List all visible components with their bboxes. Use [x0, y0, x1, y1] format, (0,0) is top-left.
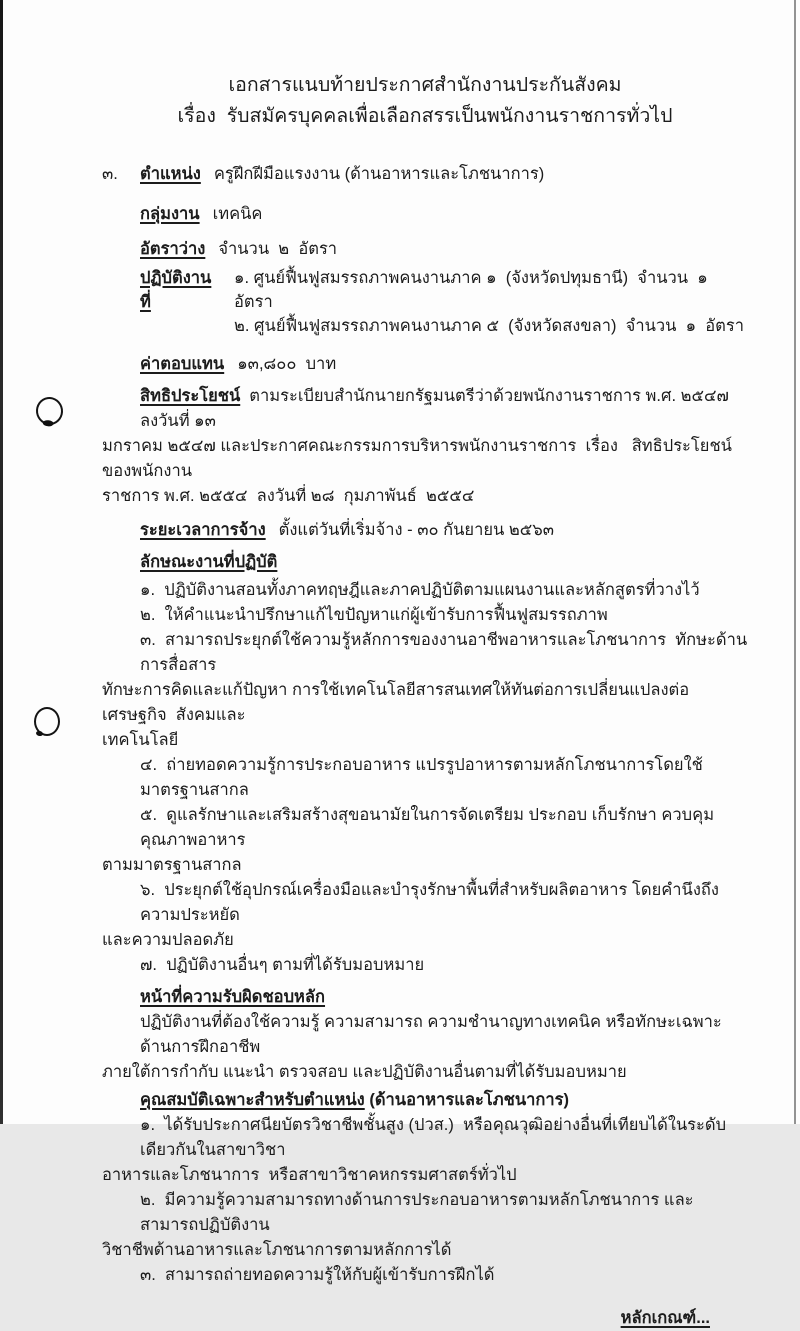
duty-line-wrap: เทคโนโลยี [102, 731, 179, 749]
benefits-paragraph [102, 384, 748, 509]
duty-line: ๔. ถ่ายทอดความรู้การประกอบอาหาร แปรรูปอาหารตามหลักโภชนาการโดยใช้มาตรฐานสากล [140, 756, 703, 799]
duties-header-text: ลักษณะงานที่ปฏิบัติ [140, 553, 278, 571]
field-vacancy [102, 237, 748, 261]
item-number: ๓. [102, 165, 118, 183]
duration-label: ระยะเวลาการจ้าง [140, 521, 266, 539]
duty-line-wrap: และความปลอดภัย [102, 931, 234, 949]
qualification-line: ๓. สามารถถ่ายทอดความรู้ให้กับผู้เข้ารับการฝึกได้ [140, 1266, 495, 1284]
benefits-line-1 [102, 384, 748, 434]
duty-line: ๖. ประยุกต์ใช้อุปกรณ์เครื่องมือและบำรุงรักษาพื้นที่สำหรับผลิตอาหาร โดยคำนึงถึงความประหยัด [140, 881, 719, 924]
title-line-2: เรื่อง รับสมัครบุคคลเพื่อเลือกสรรเป็นพนักงานราชการทั่วไป [177, 105, 673, 127]
field-position [102, 162, 748, 186]
group-label: กลุ่มงาน [140, 205, 200, 223]
page-continuation-marker [102, 1306, 748, 1331]
benefits-line-3: ราชการ พ.ศ. ๒๕๕๔ ลงวันที่ ๒๘ กุมภาพันธ์ ๒๕๕๔ [102, 487, 475, 505]
position-label: ตำแหน่ง [140, 165, 201, 183]
duration-value: ตั้งแต่วันที่เริ่มจ้าง - ๓๐ กันยายน ๒๕๖๓ [278, 521, 555, 539]
group-value: เทคนิค [212, 205, 263, 223]
benefits-line-1-text: ตามระเบียบสำนักนายกรัฐมนตรีว่าด้วยพนักงานราชการ พ.ศ. ๒๕๔๗ ลงวันที่ ๑๓ [140, 387, 734, 430]
workplace-lines [234, 266, 748, 338]
responsibilities-section-header [102, 985, 748, 1010]
scan-edge-right-line [794, 0, 796, 1124]
benefits-line-2: มกราคม ๒๕๔๗ และประกาศคณะกรรมการบริหารพนักงานราชการ เรื่อง สิทธิประโยชน์ของพนักงาน [102, 437, 732, 480]
document-title [102, 0, 748, 132]
duty-line: ๑. ปฏิบัติงานสอนทั้งภาคทฤษฎีและภาคปฏิบัติตามแผนงานและหลักสูตรที่วางไว้ [140, 581, 700, 599]
hole-punch-mark-bottom [34, 707, 60, 736]
responsibilities-header-text: หน้าที่ความรับผิดชอบหลัก [140, 988, 326, 1006]
duty-line-wrap: ตามมาตรฐานสากล [102, 856, 242, 874]
qualifications-list [102, 1113, 748, 1288]
duties-section-header [102, 550, 748, 575]
duty-line: ๕. ดูแลรักษาและเสริมสร้างสุขอนามัยในการจัดเตรียม ประกอบ เก็บรักษา ควบคุมคุณภาพอาหาร [140, 806, 715, 849]
document-content [102, 0, 748, 1331]
field-workplace [102, 266, 748, 338]
field-salary [102, 352, 748, 376]
qualification-line: ๑. ได้รับประกาศนียบัตรวิชาชีพชั้นสูง (ปวส.) หรือคุณวุฒิอย่างอื่นที่เทียบได้ในระดับเดียวกันในสาขาวิชา [140, 1116, 727, 1159]
vacancy-value: จำนวน ๒ อัตรา [218, 240, 338, 258]
field-duration [102, 518, 748, 543]
workplace-label: ปฏิบัติงานที่ [140, 269, 212, 311]
duty-line-wrap: ทักษะการคิดและแก้ปัญหา การใช้เทคโนโลยีสารสนเทศให้ทันต่อการเปลี่ยนแปลงต่อเศรษฐกิจ สังคมและ [102, 681, 690, 724]
duties-list [102, 578, 748, 978]
qualifications-section-header [102, 1088, 748, 1113]
salary-value: ๑๓,๘๐๐ บาท [237, 355, 337, 373]
position-value: ครูฝึกฝีมือแรงงาน (ด้านอาหารและโภชนาการ) [213, 165, 545, 183]
scan-edge-left-line [0, 0, 3, 1124]
field-group [102, 202, 748, 226]
benefits-label: สิทธิประโยชน์ [140, 387, 241, 405]
workplace-line-1: ๑. ศูนย์ฟื้นฟูสมรรถภาพคนงานภาค ๑ (จังหวัดปทุมธานี) จำนวน ๑ อัตรา [234, 269, 717, 311]
responsibilities-line-1: ปฏิบัติงานที่ต้องใช้ความรู้ ความสามารถ ความชำนาญทางเทคนิค หรือทักษะเฉพาะ ด้านการฝึกอาชีพ [140, 1013, 727, 1056]
qualifications-header-text: คุณสมบัติเฉพาะสำหรับตำแหน่ง [140, 1091, 365, 1109]
responsibilities-paragraph [102, 1010, 748, 1085]
title-line-1: เอกสารแนบท้ายประกาศสำนักงานประกันสังคม [228, 74, 622, 96]
qualification-line-wrap: อาหารและโภชนาการ หรือสาขาวิชาคหกรรมศาสตร์ทั่วไป [102, 1166, 517, 1184]
responsibilities-line-2: ภายใต้การกำกับ แนะนำ ตรวจสอบ และปฏิบัติงานอื่นตามที่ได้รับมอบหมาย [102, 1063, 627, 1081]
qualifications-header-suffix: (ด้านอาหารและโภชนาการ) [364, 1091, 569, 1109]
duty-line: ๒. ให้คำแนะนำปรึกษาแก้ไขปัญหาแก่ผู้เข้ารับการฟื้นฟูสมรรถภาพ [140, 606, 608, 624]
salary-label: ค่าตอบแทน [140, 355, 225, 373]
workplace-line-2: ๒. ศูนย์ฟื้นฟูสมรรถภาพคนงานภาค ๕ (จังหวัดสงขลา) จำนวน ๑ อัตรา [234, 317, 744, 335]
duty-line: ๓. สามารถประยุกต์ใช้ความรู้หลักการของงานอาชีพอาหารและโภชนาการ ทักษะด้านการสื่อสาร [140, 631, 748, 674]
qualification-line: ๒. มีความรู้ความสามารถทางด้านการประกอบอาหารตามหลักโภชนาการ และสามารถปฏิบัติงาน [140, 1191, 694, 1234]
vacancy-label: อัตราว่าง [140, 240, 206, 258]
continuation-text: หลักเกณฑ์... [620, 1309, 710, 1327]
duty-line: ๗. ปฏิบัติงานอื่นๆ ตามที่ได้รับมอบหมาย [140, 956, 425, 974]
qualification-line-wrap: วิชาชีพด้านอาหารและโภชนาการตามหลักการได้ [102, 1241, 452, 1259]
hole-punch-mark-top [34, 395, 65, 426]
